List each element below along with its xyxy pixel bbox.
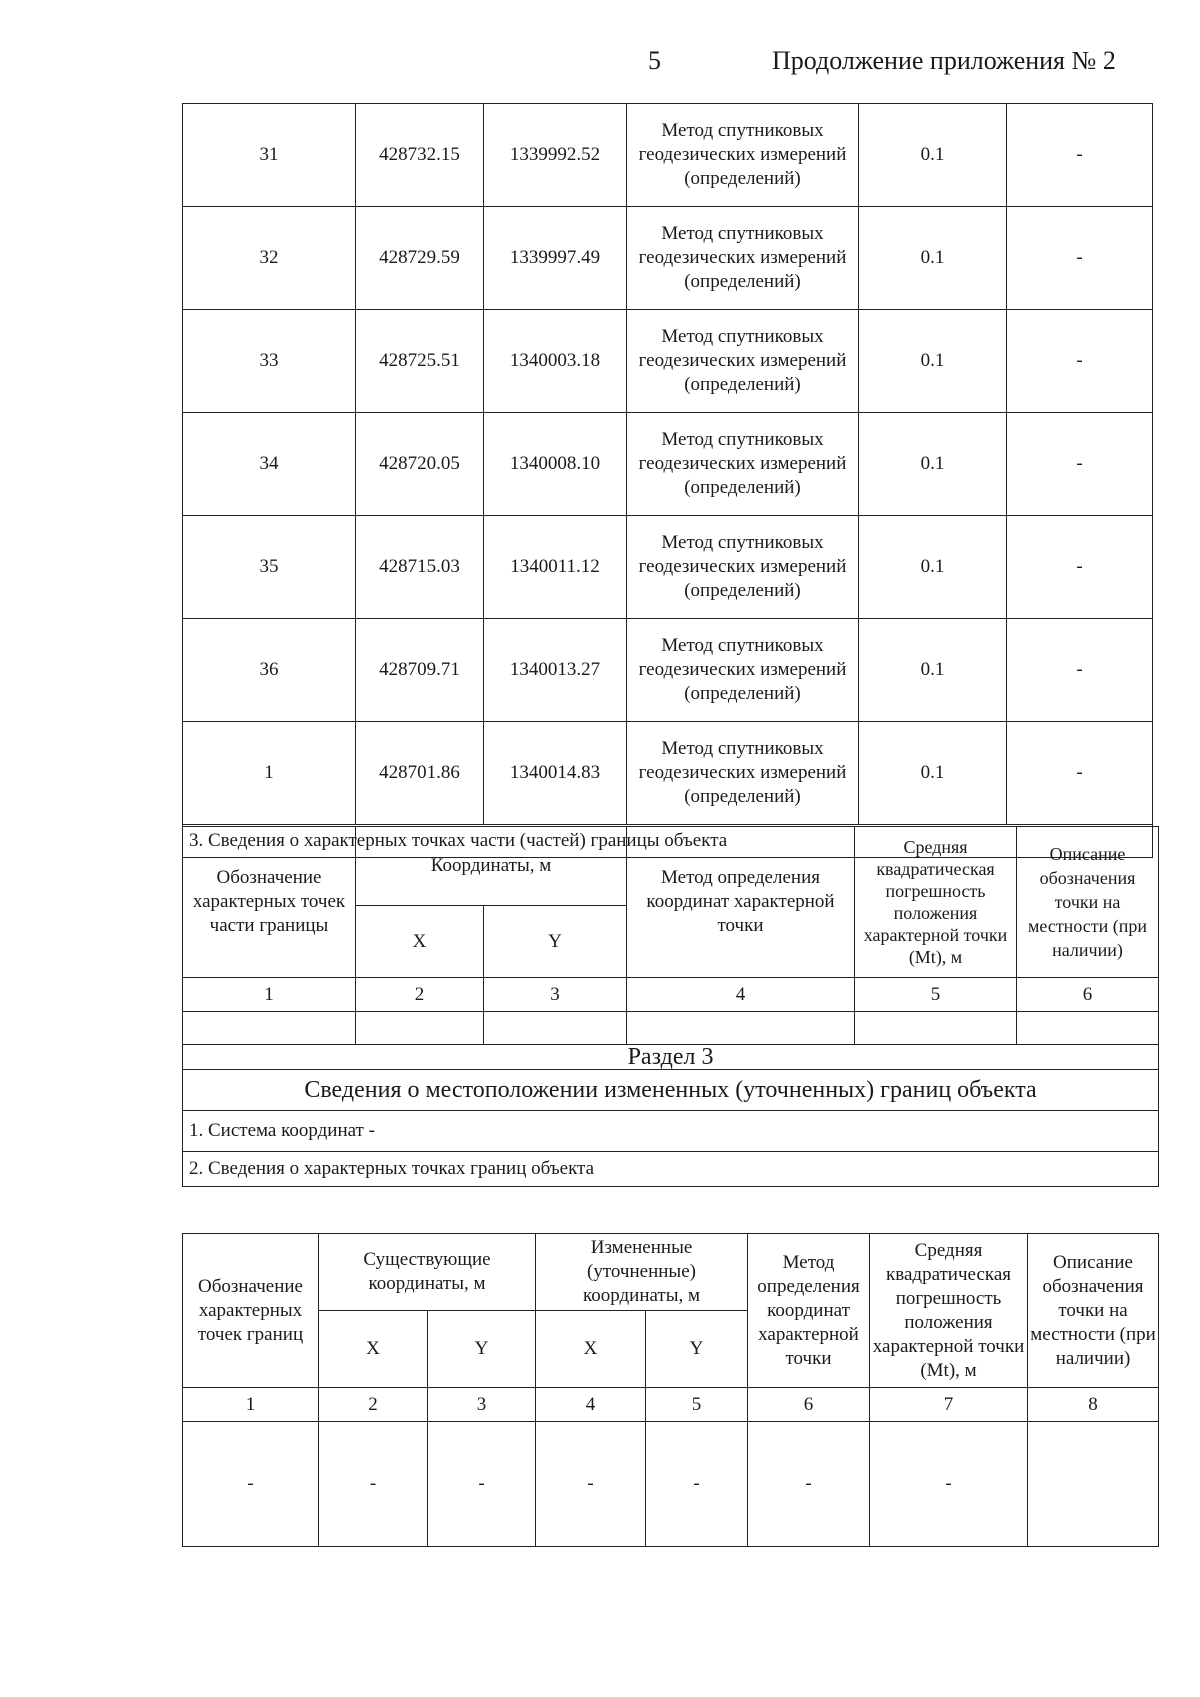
accuracy: 0.1 bbox=[859, 413, 1007, 516]
point-number: 1 bbox=[183, 722, 356, 825]
coord-x: 428701.86 bbox=[356, 722, 484, 825]
column-number: 4 bbox=[627, 978, 855, 1012]
header-designation: Обозначение характерных точек части границы bbox=[183, 827, 356, 978]
header-changed-x: X bbox=[536, 1311, 646, 1388]
point-number: 35 bbox=[183, 516, 356, 619]
column-number: 8 bbox=[1028, 1388, 1159, 1422]
column-number: 3 bbox=[428, 1388, 536, 1422]
coord-y: 1340003.18 bbox=[484, 310, 627, 413]
data-cell: - bbox=[870, 1422, 1028, 1547]
empty-cell bbox=[356, 1012, 484, 1045]
header-method: Метод определения координат характерной точки bbox=[627, 827, 855, 978]
empty-cell bbox=[1017, 1012, 1159, 1045]
header-existing-coordinates: Существующие координаты, м bbox=[319, 1234, 536, 1311]
empty-cell bbox=[484, 1012, 627, 1045]
coord-y: 1339992.52 bbox=[484, 104, 627, 207]
accuracy: 0.1 bbox=[859, 310, 1007, 413]
table-row bbox=[183, 1422, 1159, 1547]
point-number: 31 bbox=[183, 104, 356, 207]
table-row bbox=[183, 619, 1153, 722]
accuracy: 0.1 bbox=[859, 516, 1007, 619]
header-accuracy: Средняя квадратическая погрешность положения характерной точки (Mt), м bbox=[870, 1234, 1028, 1388]
header-changed-coordinates: Измененные (уточненные) координаты, м bbox=[536, 1234, 748, 1311]
coord-y: 1340008.10 bbox=[484, 413, 627, 516]
header-designation: Обозначение характерных точек границ bbox=[183, 1234, 319, 1388]
method: Метод спутниковых геодезических измерений (определений) bbox=[627, 413, 859, 516]
coord-y: 1340011.12 bbox=[484, 516, 627, 619]
column-number: 1 bbox=[183, 978, 356, 1012]
column-number: 2 bbox=[319, 1388, 428, 1422]
section3-points-title: 2. Сведения о характерных точках границ объекта bbox=[183, 1152, 1159, 1187]
header-accuracy: Средняя квадратическая погрешность положения характерной точки (Mt), м bbox=[855, 827, 1017, 978]
data-cell bbox=[1028, 1422, 1159, 1547]
data-cell: - bbox=[536, 1422, 646, 1547]
changed-points-table bbox=[182, 1233, 1159, 1547]
description: - bbox=[1007, 207, 1153, 310]
header-description: Описание обозначения точки на местности (при наличии) bbox=[1017, 827, 1159, 978]
table-row bbox=[183, 413, 1153, 516]
empty-cell bbox=[627, 1012, 855, 1045]
coord-y: 1340014.83 bbox=[484, 722, 627, 825]
empty-cell bbox=[855, 1012, 1017, 1045]
method: Метод спутниковых геодезических измерений (определений) bbox=[627, 310, 859, 413]
header-x: X bbox=[356, 906, 484, 978]
coord-x: 428709.71 bbox=[356, 619, 484, 722]
description: - bbox=[1007, 722, 1153, 825]
points-table bbox=[182, 103, 1153, 858]
column-number: 7 bbox=[870, 1388, 1028, 1422]
column-number: 3 bbox=[484, 978, 627, 1012]
accuracy: 0.1 bbox=[859, 104, 1007, 207]
coord-system-label: 1. Система координат - bbox=[183, 1111, 1159, 1152]
coord-x: 428729.59 bbox=[356, 207, 484, 310]
column-number: 5 bbox=[646, 1388, 748, 1422]
empty-row bbox=[183, 1012, 1159, 1045]
column-number: 6 bbox=[748, 1388, 870, 1422]
table-row bbox=[183, 516, 1153, 619]
column-number: 4 bbox=[536, 1388, 646, 1422]
point-number: 33 bbox=[183, 310, 356, 413]
column-number: 1 bbox=[183, 1388, 319, 1422]
table-row bbox=[183, 104, 1153, 207]
method: Метод спутниковых геодезических измерений (определений) bbox=[627, 207, 859, 310]
description: - bbox=[1007, 104, 1153, 207]
description: - bbox=[1007, 310, 1153, 413]
header-description: Описание обозначения точки на местности (при наличии) bbox=[1028, 1234, 1159, 1388]
method: Метод спутниковых геодезических измерений (определений) bbox=[627, 619, 859, 722]
table-row bbox=[183, 310, 1153, 413]
header-changed-y: Y bbox=[646, 1311, 748, 1388]
data-cell: - bbox=[183, 1422, 319, 1547]
section3-heading: Раздел 3 bbox=[183, 1045, 1159, 1070]
description: - bbox=[1007, 619, 1153, 722]
header-existing-y: Y bbox=[428, 1311, 536, 1388]
coord-y: 1339997.49 bbox=[484, 207, 627, 310]
part-points-section-title: 3. Сведения о характерных точках части (частей) границы объекта bbox=[183, 825, 1153, 858]
table-row bbox=[183, 722, 1153, 825]
description: - bbox=[1007, 516, 1153, 619]
method: Метод спутниковых геодезических измерений (определений) bbox=[627, 722, 859, 825]
table-row bbox=[183, 207, 1153, 310]
column-number: 2 bbox=[356, 978, 484, 1012]
coord-x: 428715.03 bbox=[356, 516, 484, 619]
data-cell: - bbox=[646, 1422, 748, 1547]
coord-x: 428732.15 bbox=[356, 104, 484, 207]
column-number: 6 bbox=[1017, 978, 1159, 1012]
header-existing-x: X bbox=[319, 1311, 428, 1388]
column-numbers-row bbox=[183, 1388, 1159, 1422]
appendix-title: Продолжение приложения № 2 bbox=[772, 46, 1116, 75]
method: Метод спутниковых геодезических измерений (определений) bbox=[627, 516, 859, 619]
accuracy: 0.1 bbox=[859, 207, 1007, 310]
part-points-table bbox=[182, 826, 1159, 1187]
page-number: 5 bbox=[648, 46, 661, 75]
coord-y: 1340013.27 bbox=[484, 619, 627, 722]
point-number: 34 bbox=[183, 413, 356, 516]
column-number: 5 bbox=[855, 978, 1017, 1012]
section3-title: Сведения о местоположении измененных (уточненных) границ объекта bbox=[183, 1070, 1159, 1111]
coord-x: 428720.05 bbox=[356, 413, 484, 516]
header-y: Y bbox=[484, 906, 627, 978]
point-number: 36 bbox=[183, 619, 356, 722]
empty-cell bbox=[183, 1012, 356, 1045]
accuracy: 0.1 bbox=[859, 722, 1007, 825]
accuracy: 0.1 bbox=[859, 619, 1007, 722]
point-number: 32 bbox=[183, 207, 356, 310]
data-cell: - bbox=[748, 1422, 870, 1547]
header-coordinates: Координаты, м bbox=[356, 827, 627, 906]
data-cell: - bbox=[319, 1422, 428, 1547]
method: Метод спутниковых геодезических измерений (определений) bbox=[627, 104, 859, 207]
description: - bbox=[1007, 413, 1153, 516]
coord-x: 428725.51 bbox=[356, 310, 484, 413]
header-method: Метод определения координат характерной точки bbox=[748, 1234, 870, 1388]
data-cell: - bbox=[428, 1422, 536, 1547]
column-numbers-row bbox=[183, 978, 1159, 1012]
